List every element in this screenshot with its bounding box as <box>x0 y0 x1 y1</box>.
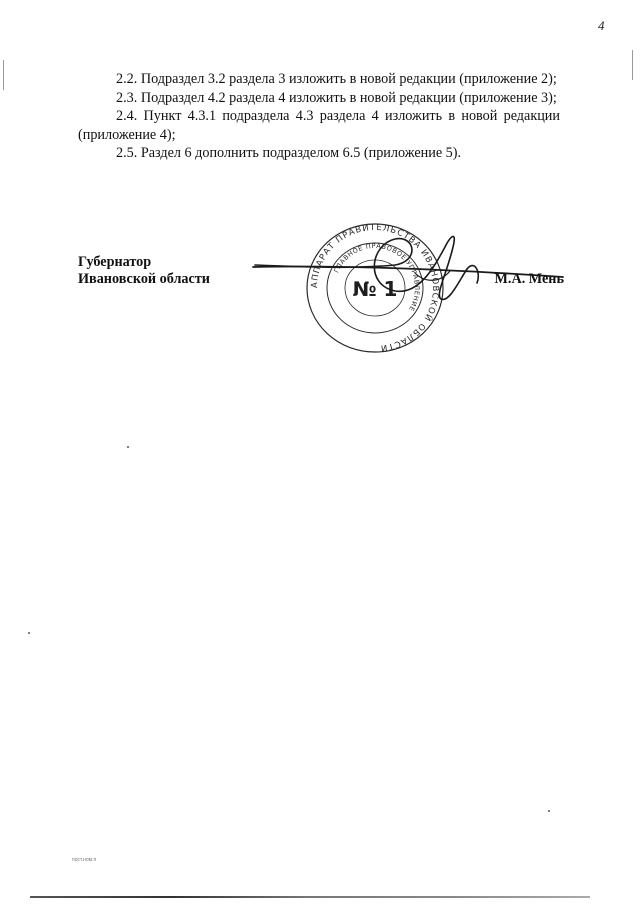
paragraph-2-2: 2.2. Подраздел 3.2 раздела 3 изложить в новой редакции (приложение 2); <box>116 71 557 87</box>
left-edge-mark <box>3 60 4 90</box>
paragraph-2-5: 2.5. Раздел 6 дополнить подразделом 6.5 (приложение 5). <box>116 145 462 161</box>
document-body <box>78 70 560 163</box>
bottom-scan-line <box>30 896 590 898</box>
signer-position-line1: Губернатор <box>78 254 152 270</box>
footer-code: пост.ном.п <box>72 857 97 863</box>
scan-speck-3 <box>548 810 550 812</box>
page-number: 4 <box>598 18 605 33</box>
paragraph-2-4: 2.4. Пункт 4.3.1 подраздела 4.3 раздела 4 изложить в новой редакции (приложение 4); <box>78 108 560 143</box>
signer-position-line2: Ивановской области <box>78 271 210 287</box>
signer-name: М.А. Мень <box>494 271 564 287</box>
signature-underline-stroke <box>253 266 563 277</box>
handwritten-signature <box>245 225 565 325</box>
paragraph-2-3: 2.3. Подраздел 4.2 раздела 4 изложить в новой редакции (приложение 3); <box>116 89 557 106</box>
seal-inner-text-path: ГЛАВНОЕ ПРАВОВОЕ УПРАВЛЕНИЕ <box>332 241 422 313</box>
signer-position <box>78 254 210 288</box>
scan-speck-1 <box>127 446 129 448</box>
seal-number: № 1 <box>352 277 398 301</box>
right-edge-mark <box>632 50 633 80</box>
seal-outer-text-path: АППАРАТ ПРАВИТЕЛЬСТВА ИВАНОВСКОЙ ОБЛАСТИ <box>309 222 441 353</box>
scan-speck-2 <box>28 632 30 634</box>
